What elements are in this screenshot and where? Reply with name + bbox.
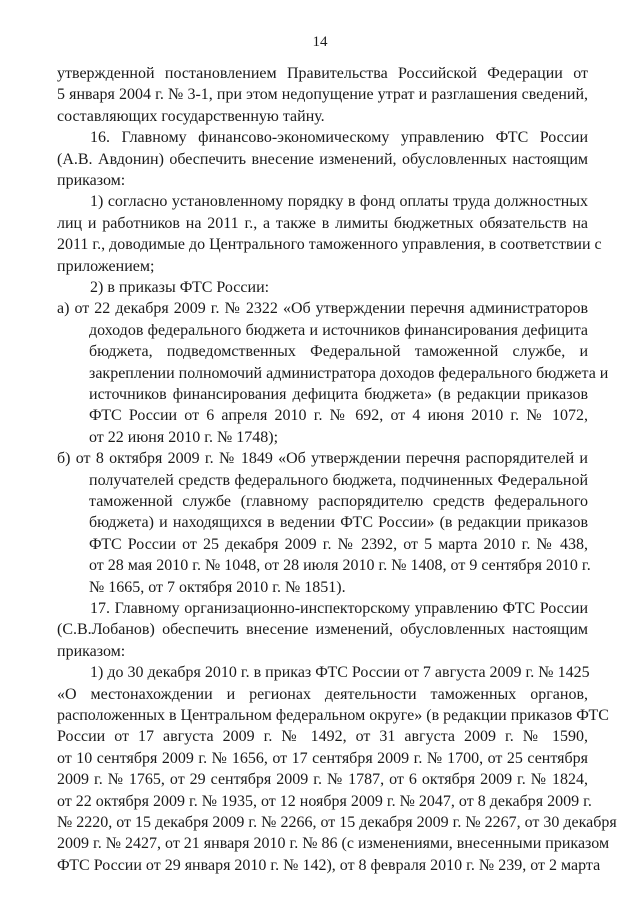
text-line: 1) до 30 декабря 2010 г. в приказ ФТС России от 7 августа 2009 г. № 1425 [90, 664, 590, 682]
text-line: от 10 сентября 2009 г. № 1656, от 17 сентября 2009 г. № 1700, от 25 сентября [57, 749, 588, 767]
text-line: 1) согласно установленному порядку в фонд оплаты труда должностных [90, 193, 588, 211]
text-line: России от 17 августа 2009 г. № 1492, от 31 августа 2009 г. № 1590, [57, 728, 588, 746]
text-line: б) от 8 октября 2009 г. № 1849 «Об утверждении перечня распорядителей и [57, 450, 588, 468]
text-line: 2009 г. № 1765, от 29 сентября 2009 г. № 1787, от 6 октября 2009 г. № 1824, [57, 771, 588, 789]
text-line: бюджета, подведомственных Федеральной таможенной службе, и [89, 343, 588, 361]
text-line: 16. Главному финансово-экономическому управлению ФТС России [90, 129, 588, 147]
text-line: а) от 22 декабря 2009 г. № 2322 «Об утверждении перечня администраторов [57, 300, 588, 318]
text-line: от 22 октября 2009 г. № 1935, от 12 ноября 2009 г. № 2047, от 8 декабря 2009 г. [57, 792, 592, 810]
text-line: приказом: [57, 172, 126, 189]
text-line: (А.В. Авдонин) обеспечить внесение изменений, обусловленных настоящим [57, 150, 588, 168]
text-line: 2) в приказы ФТС России: [90, 279, 270, 296]
text-line: 2009 г. № 2427, от 21 января 2010 г. № 86 (с изменениями, внесенными приказом [57, 835, 610, 853]
text-line: утвержденной постановлением Правительства Российской Федерации от [57, 65, 588, 82]
text-line: таможенной службе (главному распорядителю средств федерального [89, 493, 588, 510]
text-line: ФТС России от 6 апреля 2010 г. № 692, от 4 июня 2010 г. № 1072, [89, 407, 588, 425]
text-line: от 28 мая 2010 г. № 1048, от 28 июля 2010 г. № 1408, от 9 сентября 2010 г. [89, 557, 591, 575]
text-line: ФТС России от 29 января 2010 г. № 142), от 8 февраля 2010 г. № 239, от 2 марта [57, 856, 601, 874]
text-line: расположенных в Центральном федеральном округе» (в редакции приказов ФТС [57, 707, 609, 724]
text-line: № 1665, от 7 октября 2010 г. № 1851). [89, 578, 346, 596]
text-line: приказом: [57, 642, 126, 660]
text-line: бюджета) и находящихся в ведении ФТС России» (в редакции приказов [89, 514, 588, 532]
text-line: получателей средств федерального бюджета, подчиненных Федеральной [89, 471, 588, 489]
text-line: лиц и работников на 2011 г., а также в лимиты бюджетных обязательств на [57, 214, 588, 232]
text-line: доходов федерального бюджета и источников финансирования дефицита [89, 321, 588, 339]
text-line: от 22 июня 2010 г. № 1748); [89, 428, 279, 446]
text-line: ФТС России от 25 декабря 2009 г. № 2392, от 5 марта 2010 г. № 438, [89, 535, 588, 553]
text-line: 17. Главному организационно-инспекторскому управлению ФТС России [90, 600, 588, 617]
text-line: приложением; [57, 257, 155, 275]
text-line: 5 января 2004 г. № 3-1, при этом недопущение утрат и разглашения сведений, [57, 86, 588, 104]
text-line: № 2220, от 15 декабря 2009 г. № 2266, от 15 декабря 2009 г. № 2267, от 30 декабря [57, 814, 617, 831]
text-line: 2011 г., доводимые до Центрального таможенного управления, в соответствии с [57, 236, 602, 254]
text-line: источников финансирования дефицита бюджета» (в редакции приказов [89, 386, 588, 403]
page-number: 14 [312, 34, 328, 50]
text-line: закреплении полномочий администратора доходов федерального бюджета и [89, 364, 609, 382]
text-line: составляющих государственную тайну. [57, 107, 325, 125]
text-line: (С.В.Лобанов) обеспечить внесение изменений, обусловленных настоящим [57, 621, 588, 639]
text-line: «О местонахождении и регионах деятельности таможенных органов, [57, 685, 588, 703]
